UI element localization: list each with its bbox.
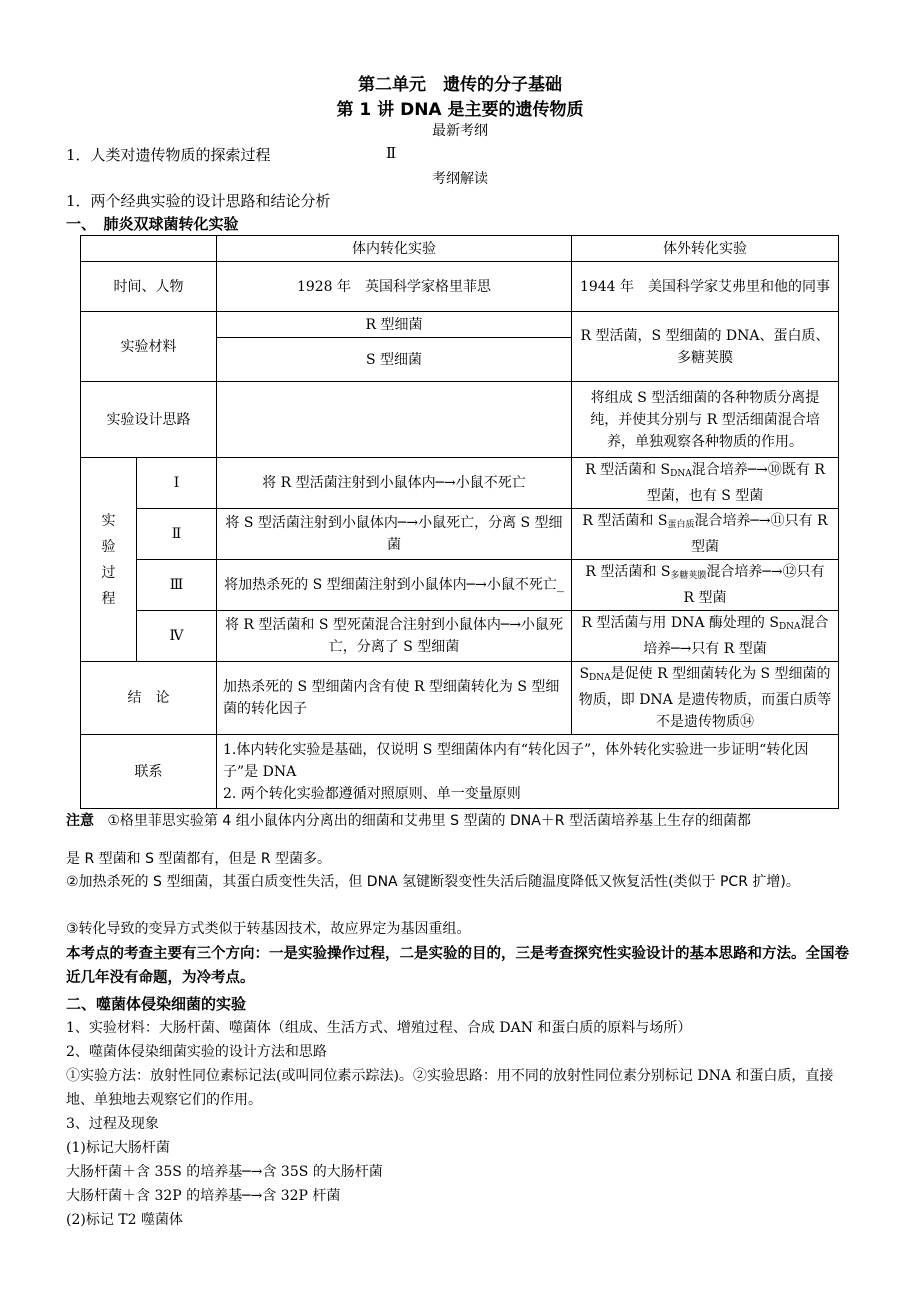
row-material-vitro: R 型活菌，S 型细菌的 DNA、蛋白质、多糖荚膜: [572, 312, 839, 382]
step2-vitro-b: 混合培养─→⑪只有 R 型菌: [691, 513, 828, 555]
step2-vivo: 将 S 型活菌注射到小鼠体内─→小鼠死亡，分离 S 型细菌: [217, 509, 572, 560]
step3-num: Ⅲ: [137, 560, 217, 611]
step4-vitro-sub: DNA: [778, 622, 801, 632]
row-time-label: 时间、人物: [81, 262, 217, 312]
step2-vitro: [572, 509, 839, 560]
row-design-label: 实验设计思路: [81, 382, 217, 458]
outline-heading: 最新考纲: [432, 123, 488, 139]
step2-vitro-a: R 型活菌和 S: [582, 513, 668, 529]
lecture-title: 第 1 讲 DNA 是主要的遗传物质: [336, 100, 584, 120]
note-3: ③转化导致的变异方式类似于转基因技术，故应界定为基因重组。: [66, 921, 471, 937]
step3-vitro: [572, 560, 839, 611]
section2-item2-detail: ①实验方法：放射性同位素标记法(或叫同位素示踪法)。②实验思路：用不同的放射性同位素分别标记 DNA 和蛋白质，直接地、单独地去观察它们的作用。: [66, 1068, 834, 1108]
conclusion-label: 结 论: [81, 662, 217, 735]
step4-vitro: [572, 611, 839, 662]
row-time-vitro: 1944 年 美国科学家艾弗里和他的同事: [572, 262, 839, 312]
relation-1: 1.体内转化实验是基础，仅说明 S 型细菌体内有“转化因子”，体外转化实验进一步证明“转化因子”是 DNA: [223, 741, 809, 780]
col-in-vivo: 体内转化实验: [217, 236, 572, 262]
header-empty-cell: [81, 236, 217, 262]
row-material-label: 实验材料: [81, 312, 217, 382]
unit-title: 第二单元 遗传的分子基础: [358, 75, 562, 95]
section2-step1-b: 大肠杆菌＋含 32P 的培养基─→含 32P 杆菌: [66, 1188, 341, 1204]
section1-heading: 一、 肺炎双球菌转化实验: [66, 215, 239, 233]
row-material-vivo-1: R 型细菌: [217, 312, 572, 338]
step4-num: Ⅳ: [137, 611, 217, 662]
step4-vitro-a: R 型活菌与用 DNA 酶处理的 S: [581, 615, 779, 631]
step3-vitro-b: 混合培养─→⑫只有 R 型菌: [683, 564, 825, 606]
conclusion-vitro-sub: DNA: [589, 673, 611, 683]
step1-vitro: [572, 458, 839, 509]
section2-heading: 二、噬菌体侵染细菌的实验: [66, 995, 247, 1013]
section2-item3: 3、过程及现象: [66, 1116, 159, 1132]
outline-level: Ⅱ: [386, 144, 397, 162]
step2-vitro-sub: 蛋白质: [667, 520, 695, 530]
step1-vitro-b: 混合培养─→⑩既有 R 型菌，也有 S 型菌: [646, 462, 825, 504]
conclusion-vivo: 加热杀死的 S 型细菌内含有使 R 型细菌转化为 S 型细菌的转化因子: [217, 662, 572, 735]
step4-vitro-b: 混合培养─→只有 R 型菌: [643, 615, 829, 657]
step1-vitro-sub: DNA: [670, 469, 692, 479]
relation-label: 联系: [81, 735, 217, 809]
conclusion-vitro: [572, 662, 839, 735]
note-1-line: [66, 810, 751, 830]
step2-num: Ⅱ: [137, 509, 217, 560]
note-1: ①格里菲思实验第 4 组小鼠体内分离出的细菌和艾弗里 S 型菌的 DNA＋R 型活菌培养基上生存的细菌都: [107, 813, 751, 829]
note-1b: 是 R 型菌和 S 型菌都有，但是 R 型菌多。: [66, 851, 332, 867]
col-in-vitro: 体外转化实验: [572, 236, 839, 262]
interpretation-item: 1．两个经典实验的设计思路和结论分析: [66, 192, 331, 210]
note-2: ②加热杀死的 S 型细菌，其蛋白质变性失活，但 DNA 氢键断裂变性失活后随温度降低又恢复活性(类似于 PCR 扩增)。: [66, 874, 800, 890]
section2-item1: 1、实验材料：大肠杆菌、噬菌体（组成、生活方式、增殖过程、合成 DAN 和蛋白质的原料与场所）: [66, 1020, 692, 1036]
row-time-vivo: 1928 年 英国科学家格里菲思: [217, 262, 572, 312]
step1-vitro-a: R 型活菌和 S: [585, 462, 671, 478]
step3-vitro-a: R 型活菌和 S: [585, 564, 671, 580]
conclusion-vitro-a: S: [579, 666, 590, 682]
step3-vivo: 将加热杀死的 S 型细菌注射到小鼠体内─→小鼠不死亡_: [217, 560, 572, 611]
interpretation-heading: 考纲解读: [432, 171, 488, 187]
exam-focus: 本考点的考查主要有三个方向：一是实验操作过程，二是实验的目的，三是考查探究性实验设计的基本思路和方法。全国卷近几年没有命题，为冷考点。: [66, 946, 849, 986]
relation-2: 2. 两个转化实验都遵循对照原则、单一变量原则: [223, 785, 521, 802]
note-label: 注意: [66, 813, 94, 829]
relation-cell: [217, 735, 839, 809]
section2-step2: (2)标记 T2 噬菌体: [66, 1212, 183, 1228]
outline-item: 1．人类对遗传物质的探索过程: [66, 146, 271, 164]
step3-vitro-sub: 多糖荚膜: [670, 571, 707, 581]
step4-vivo: 将 R 型活菌和 S 型死菌混合注射到小鼠体内─→小鼠死亡，分离了 S 型细菌: [217, 611, 572, 662]
row-design-vivo: [217, 382, 572, 458]
step1-vivo: 将 R 型活菌注射到小鼠体内─→小鼠不死亡: [217, 458, 572, 509]
section2-step1-a: 大肠杆菌＋含 35S 的培养基─→含 35S 的大肠杆菌: [66, 1164, 383, 1180]
conclusion-vitro-b: 是促使 R 型细菌转化为 S 型细菌的物质，即 DNA 是遗传物质，而蛋白质等不是遗传物质⑭: [578, 666, 832, 730]
transformation-experiment-table: [80, 235, 839, 809]
process-label-text: 实验过程: [101, 512, 116, 607]
row-material-vivo-2: S 型细菌: [217, 338, 572, 382]
step1-num: Ⅰ: [137, 458, 217, 509]
process-label: [81, 458, 137, 662]
section2-step1: (1)标记大肠杆菌: [66, 1140, 170, 1156]
section2-item2: 2、噬菌体侵染细菌实验的设计方法和思路: [66, 1044, 327, 1060]
row-design-vitro: 将组成 S 型活细菌的各种物质分离提纯，并使其分别与 R 型活细菌混合培养，单独观察各种物质的作用。: [572, 382, 839, 458]
